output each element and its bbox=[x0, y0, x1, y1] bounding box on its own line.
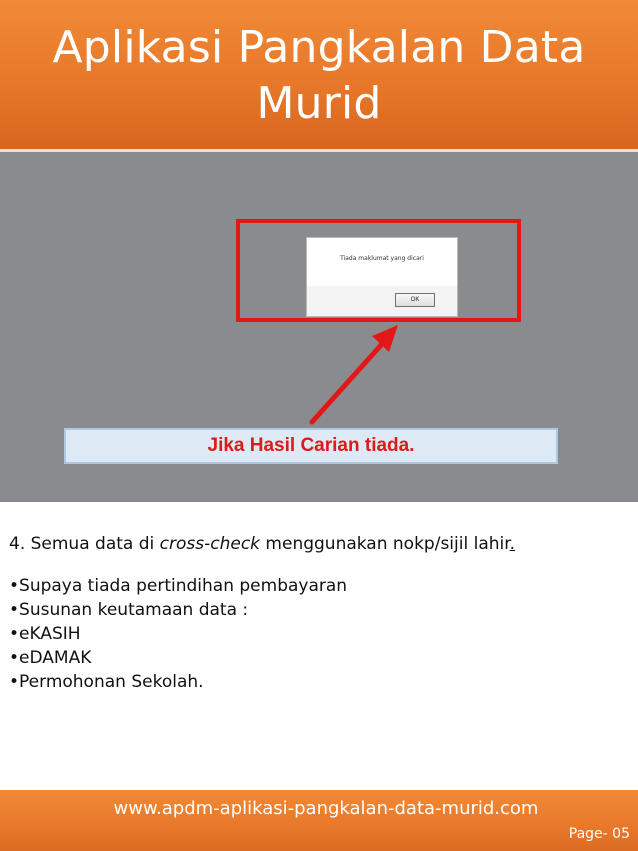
intro-italic: cross-check bbox=[159, 534, 261, 554]
bullet-item: •Permohonan Sekolah. bbox=[9, 672, 204, 692]
dialog-ok-button[interactable]: OK bbox=[395, 293, 435, 307]
caption-box bbox=[64, 428, 558, 464]
slide-header bbox=[0, 0, 638, 152]
intro-middle: menggunakan nokp/sijil lahir bbox=[260, 534, 510, 554]
bullet-item: •Susunan keutamaan data : bbox=[9, 600, 249, 620]
page-number: Page- 05 bbox=[568, 826, 630, 842]
slide-title-line-2: Murid bbox=[256, 78, 382, 129]
bullet-item: •Supaya tiada pertindihan pembayaran bbox=[9, 576, 348, 596]
footer-url: www.apdm-aplikasi-pangkalan-data-murid.com bbox=[113, 798, 539, 819]
intro-end: . bbox=[509, 534, 516, 554]
intro-line bbox=[9, 532, 629, 556]
spacer bbox=[9, 556, 629, 574]
intro-prefix: 4. Semua data di bbox=[9, 534, 160, 554]
slide-content bbox=[9, 532, 629, 694]
embedded-screenshot bbox=[0, 152, 638, 502]
slide-title bbox=[40, 20, 598, 132]
slide-footer bbox=[0, 790, 638, 851]
slide-title-line-1: Aplikasi Pangkalan Data bbox=[52, 22, 586, 73]
caption-text: Jika Hasil Carian tiada. bbox=[207, 435, 415, 456]
dialog-message: Tiada maklumat yang dicari bbox=[340, 255, 424, 262]
bullet-item: •eKASIH bbox=[9, 624, 81, 644]
bullet-item: •eDAMAK bbox=[9, 648, 92, 668]
